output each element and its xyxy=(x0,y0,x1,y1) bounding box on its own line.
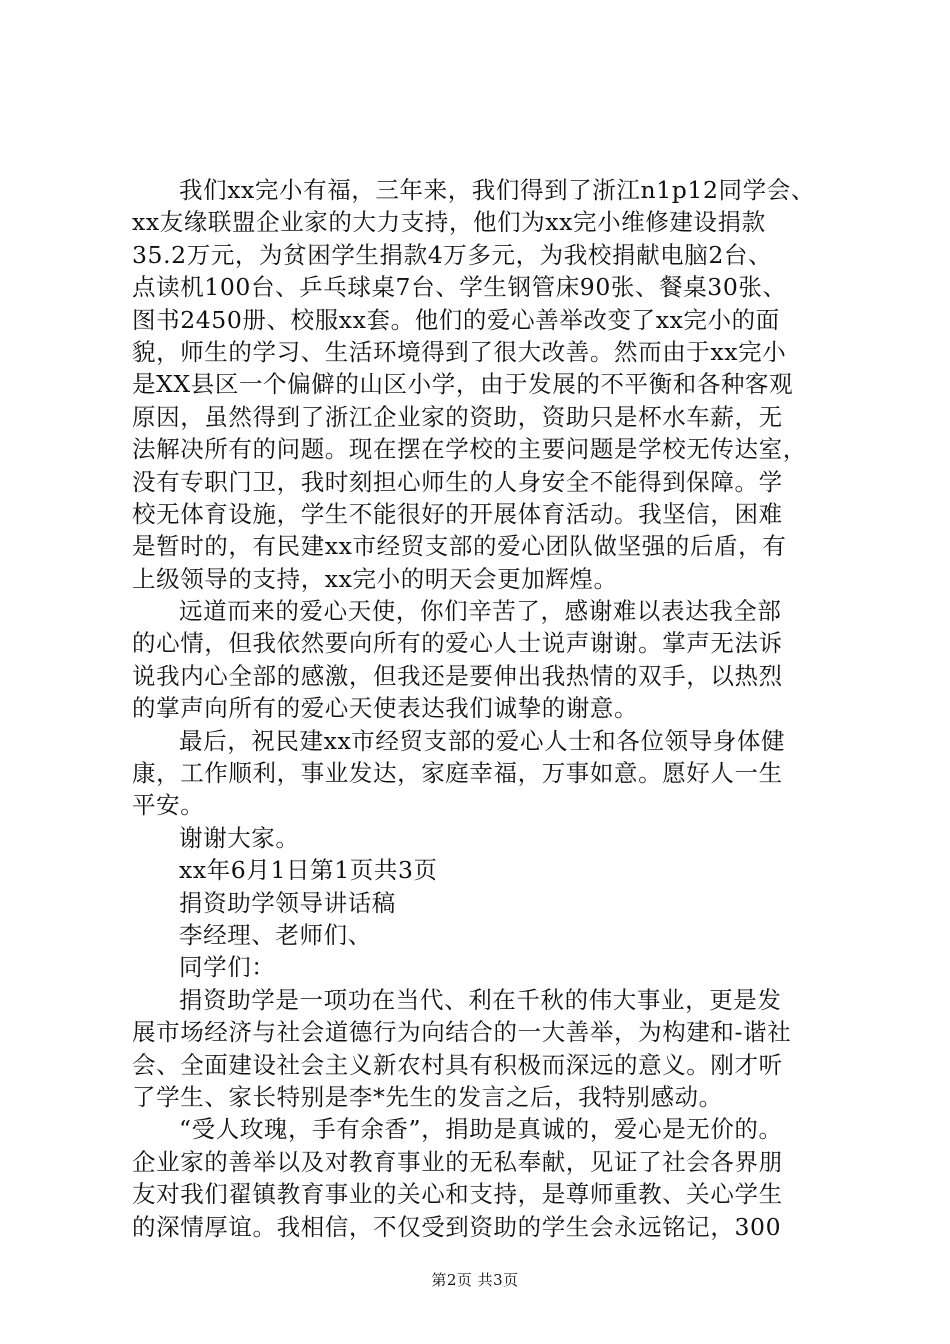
text-line: 会、全面建设社会主义新农村具有积极而深远的意义。刚才听 xyxy=(132,1050,783,1079)
text-line: 最后，祝民建xx市经贸支部的爱心人士和各位领导身体健 xyxy=(179,726,786,755)
text-line: 企业家的善举以及对教育事业的无私奉献，见证了社会各界朋 xyxy=(132,1147,783,1176)
text-line: 的深情厚谊。我相信，不仅受到资助的学生会永远铭记，300 xyxy=(132,1212,782,1241)
text-line: 图书2450册、校服xx套。他们的爱心善举改变了xx完小的面 xyxy=(132,305,780,334)
text-line: 校无体育设施，学生不能很好的开展体育活动。我坚信，困难 xyxy=(132,499,783,528)
document-body xyxy=(132,174,832,1243)
text-line: 点读机100台、乒乓球桌7台、学生钢管床90张、餐桌30张、 xyxy=(132,273,787,302)
text-line: 捐资助学领导讲话稿 xyxy=(179,888,396,917)
text-line: 上级领导的支持，xx完小的明天会更加辉煌。 xyxy=(132,564,618,593)
text-line: 我们xx完小有福，三年来，我们得到了浙江n1p12同学会、 xyxy=(179,176,815,204)
text-line: 的掌声向所有的爱心天使表达我们诚挚的谢意。 xyxy=(132,694,639,723)
text-line: 35.2万元，为贫困学生捐款4万多元，为我校捐献电脑2台、 xyxy=(132,240,773,269)
page-footer: 第2页 共3页 xyxy=(431,1271,519,1289)
text-line: 法解决所有的问题。现在摆在学校的主要问题是学校无传达室， xyxy=(132,435,807,464)
text-line: 是暂时的，有民建xx市经贸支部的爱心团队做坚强的后盾，有 xyxy=(132,532,787,561)
text-line: 没有专职门卫，我时刻担心师生的人身安全不能得到保障。学 xyxy=(132,467,783,496)
text-line: 的心情，但我依然要向所有的爱心人士说声谢谢。掌声无法诉 xyxy=(132,629,783,658)
text-line: “受人玫瑰，手有余香”，捐助是真诚的，爱心是无价的。 xyxy=(179,1115,783,1144)
text-line: xx友缘联盟企业家的大力支持，他们为xx完小维修建设捐款 xyxy=(132,208,766,237)
text-line: 展市场经济与社会道德行为向结合的一大善举，为构建和-谐社 xyxy=(132,1018,792,1047)
text-line: 康，工作顺利，事业发达，家庭幸福，万事如意。愿好人一生 xyxy=(132,759,783,788)
text-line: 说我内心全部的感激，但我还是要伸出我热情的双手，以热烈 xyxy=(132,661,783,690)
text-line: 原因，虽然得到了浙江企业家的资助，资助只是杯水车薪，无 xyxy=(132,402,783,431)
text-line: 是XX县区一个偏僻的山区小学，由于发展的不平衡和各种客观 xyxy=(132,370,794,399)
text-line: 远道而来的爱心天使，你们辛苦了，感谢难以表达我全部 xyxy=(179,597,782,626)
text-line: 平安。 xyxy=(132,791,205,820)
text-line: 了学生、家长特别是李*先生的发言之后，我特别感动。 xyxy=(132,1082,723,1111)
text-line: 谢谢大家。 xyxy=(179,823,300,852)
text-line: 友对我们翟镇教育事业的关心和支持，是尊师重教、关心学生 xyxy=(132,1180,783,1209)
text-line: 貌，师生的学习、生活环境得到了很大改善。然而由于xx完小 xyxy=(132,337,787,366)
text-line: 同学们： xyxy=(179,953,276,982)
text-line: xx年6月1日第1页共3页 xyxy=(179,856,438,885)
text-line: 李经理、老师们、 xyxy=(179,920,372,949)
text-line: 捐资助学是一项功在当代、利在千秋的伟大事业，更是发 xyxy=(179,985,782,1014)
